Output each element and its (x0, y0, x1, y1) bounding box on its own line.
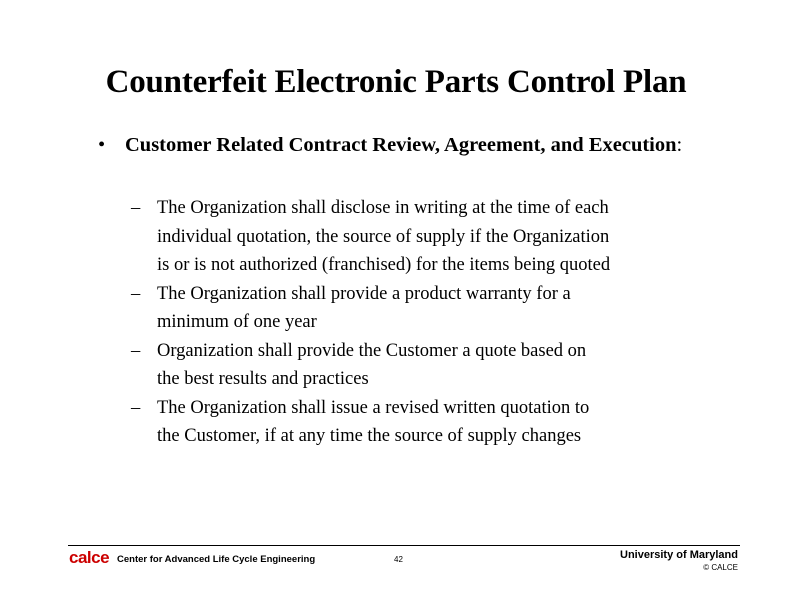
slide-title: Counterfeit Electronic Parts Control Plan (105, 64, 687, 100)
dash-marker: – (131, 198, 141, 218)
page-number: 42 (394, 555, 403, 564)
footer-divider (68, 545, 740, 546)
sub-bullet-line: is or is not authorized (franchised) for the items being quoted (157, 255, 611, 275)
sub-bullet-line: The Organization shall provide a product warranty for a (157, 283, 571, 304)
main-bullet-heading: Customer Related Contract Review, Agreement, and Execution (125, 134, 677, 156)
sub-bullet-line: The Organization shall disclose in writing at the time of each (157, 198, 609, 218)
dash-marker: – (131, 397, 141, 418)
sub-bullet-item (131, 337, 711, 394)
sub-bullet-line: Organization shall provide the Customer a quote based on (157, 340, 587, 361)
main-bullet-suffix: : (676, 134, 683, 156)
sub-bullet-line: individual quotation, the source of supply if the Organization (157, 226, 610, 247)
sub-bullet-list (131, 194, 711, 451)
footer-university: University of Maryland (620, 549, 738, 561)
sub-bullet-line: The Organization shall issue a revised written quotation to (157, 397, 590, 418)
footer-center-text: Center for Advanced Life Cycle Engineering (117, 554, 316, 565)
sub-bullet-line: the Customer, if at any time the source of supply changes (157, 426, 582, 446)
calce-logo: calce (69, 548, 110, 567)
sub-bullet-item (131, 194, 711, 280)
dash-marker: – (131, 340, 141, 361)
dash-marker: – (131, 283, 141, 304)
sub-bullet-item (131, 280, 711, 337)
sub-bullet-item (131, 394, 711, 451)
sub-bullet-line: the best results and practices (157, 369, 369, 389)
sub-bullet-line: minimum of one year (157, 312, 317, 332)
footer-copyright: © CALCE (703, 563, 738, 572)
bullet-marker: • (98, 134, 106, 156)
main-bullet-text (125, 131, 695, 160)
